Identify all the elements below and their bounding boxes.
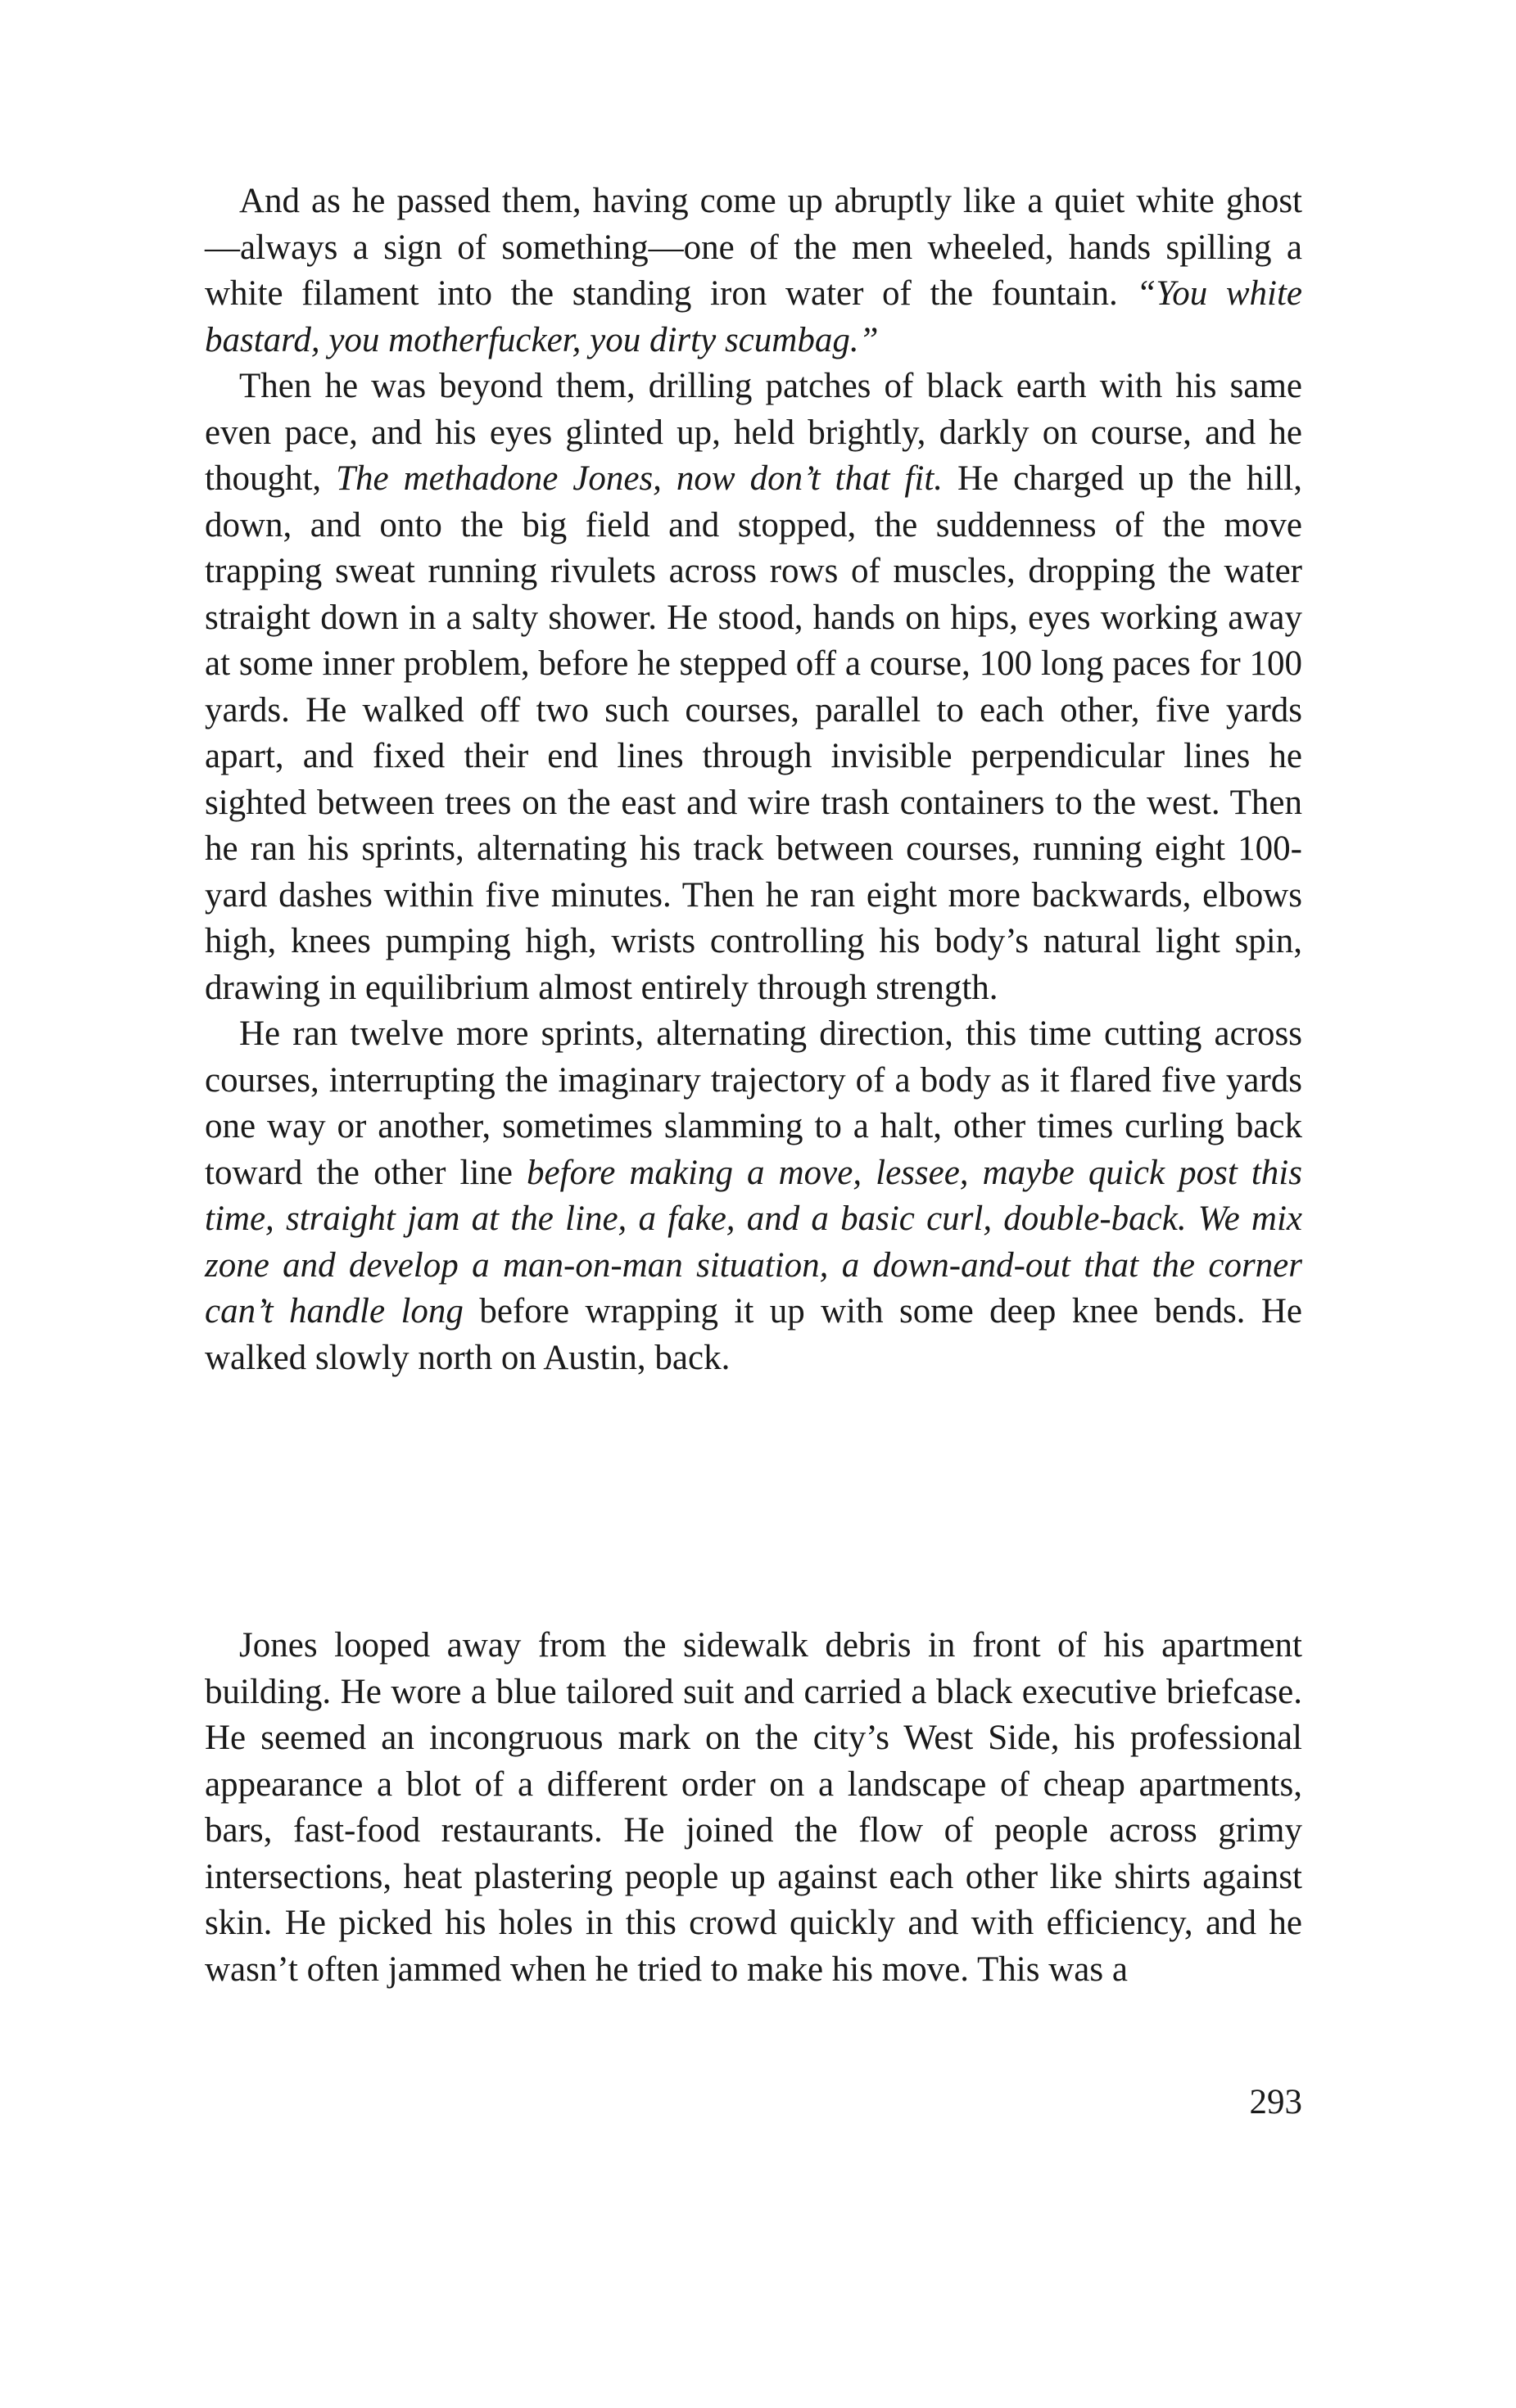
paragraph	[205, 1011, 1302, 1381]
paragraph	[205, 178, 1302, 364]
italic-text-run: “You white bastard, you motherfucker, you dirty scumbag.”	[205, 274, 1302, 359]
paragraph	[205, 364, 1302, 1011]
text-run: And as he passed them, having come up abruptly like a quiet white ghost—always a sign of something—one of the men wheeled, hands spilling a white filament into the standing iron water of the fountain.	[205, 182, 1302, 313]
paragraph	[205, 1623, 1302, 1993]
text-run: He charged up the hill, down, and onto the big field and stopped, the suddenness of the move trapping sweat running rivulets across rows of muscles, dropping the water straight down in a salty shower. He stood, hands on hips, eyes working away at some inner problem, before he stepped off a course, 100 long paces for 100 yards. He walked off two such courses, parallel to each other, five yards apart, and fixed their end lines through invisible perpendicular lines he sighted between trees on the east and wire trash containers to the west. Then he ran his sprints, alternating his track between courses, running eight 100-yard dashes within five minutes. Then he ran eight more backwards, elbows high, knees pumping high, wrists controlling his body’s natural light spin, drawing in equilibrium almost entirely through strength.	[205, 459, 1303, 1007]
italic-text-run: before making a move, lessee, maybe quick post this time, straight jam at the line, a fake, and a basic curl, double-back. We mix zone and develop a man-on-man situation, a down-and-out that the corner can’t handle long	[205, 1153, 1302, 1330]
text-run: He ran twelve more sprints, alternating direction, this time cutting across courses, interrupting the imaginary trajectory of a body as it flared five yards one way or another, sometimes slamming to a halt, other times curling back toward the other line	[205, 1014, 1302, 1192]
page-number: 293	[1249, 2083, 1302, 2121]
text-run: before wrapping it up with some deep knee bends. He walked slowly north on Austin, back.	[205, 1292, 1302, 1377]
text-section-2	[205, 1623, 1302, 1993]
text-run: Jones looped away from the sidewalk debris in front of his apartment building. He wore a blue tailored suit and carried a black executive briefcase. He seemed an incongruous mark on the city’s West Side, his professional appearance a blot of a different order on a landscape of cheap apartments, bars, fast-food restaurants. He joined the flow of people across grimy intersections, heat plastering people up against each other like shirts against skin. He picked his holes in this crowd quickly and with efficiency, and he wasn’t often jammed when he tried to make his move. This was a	[205, 1626, 1302, 1989]
italic-text-run: The methadone Jones, now don’t that fit.	[336, 459, 944, 498]
text-run: Then he was beyond them, drilling patches of black earth with his same even pace, and his eyes glinted up, held brightly, darkly on course, and he thought,	[205, 367, 1302, 498]
text-section-1	[205, 178, 1302, 1381]
